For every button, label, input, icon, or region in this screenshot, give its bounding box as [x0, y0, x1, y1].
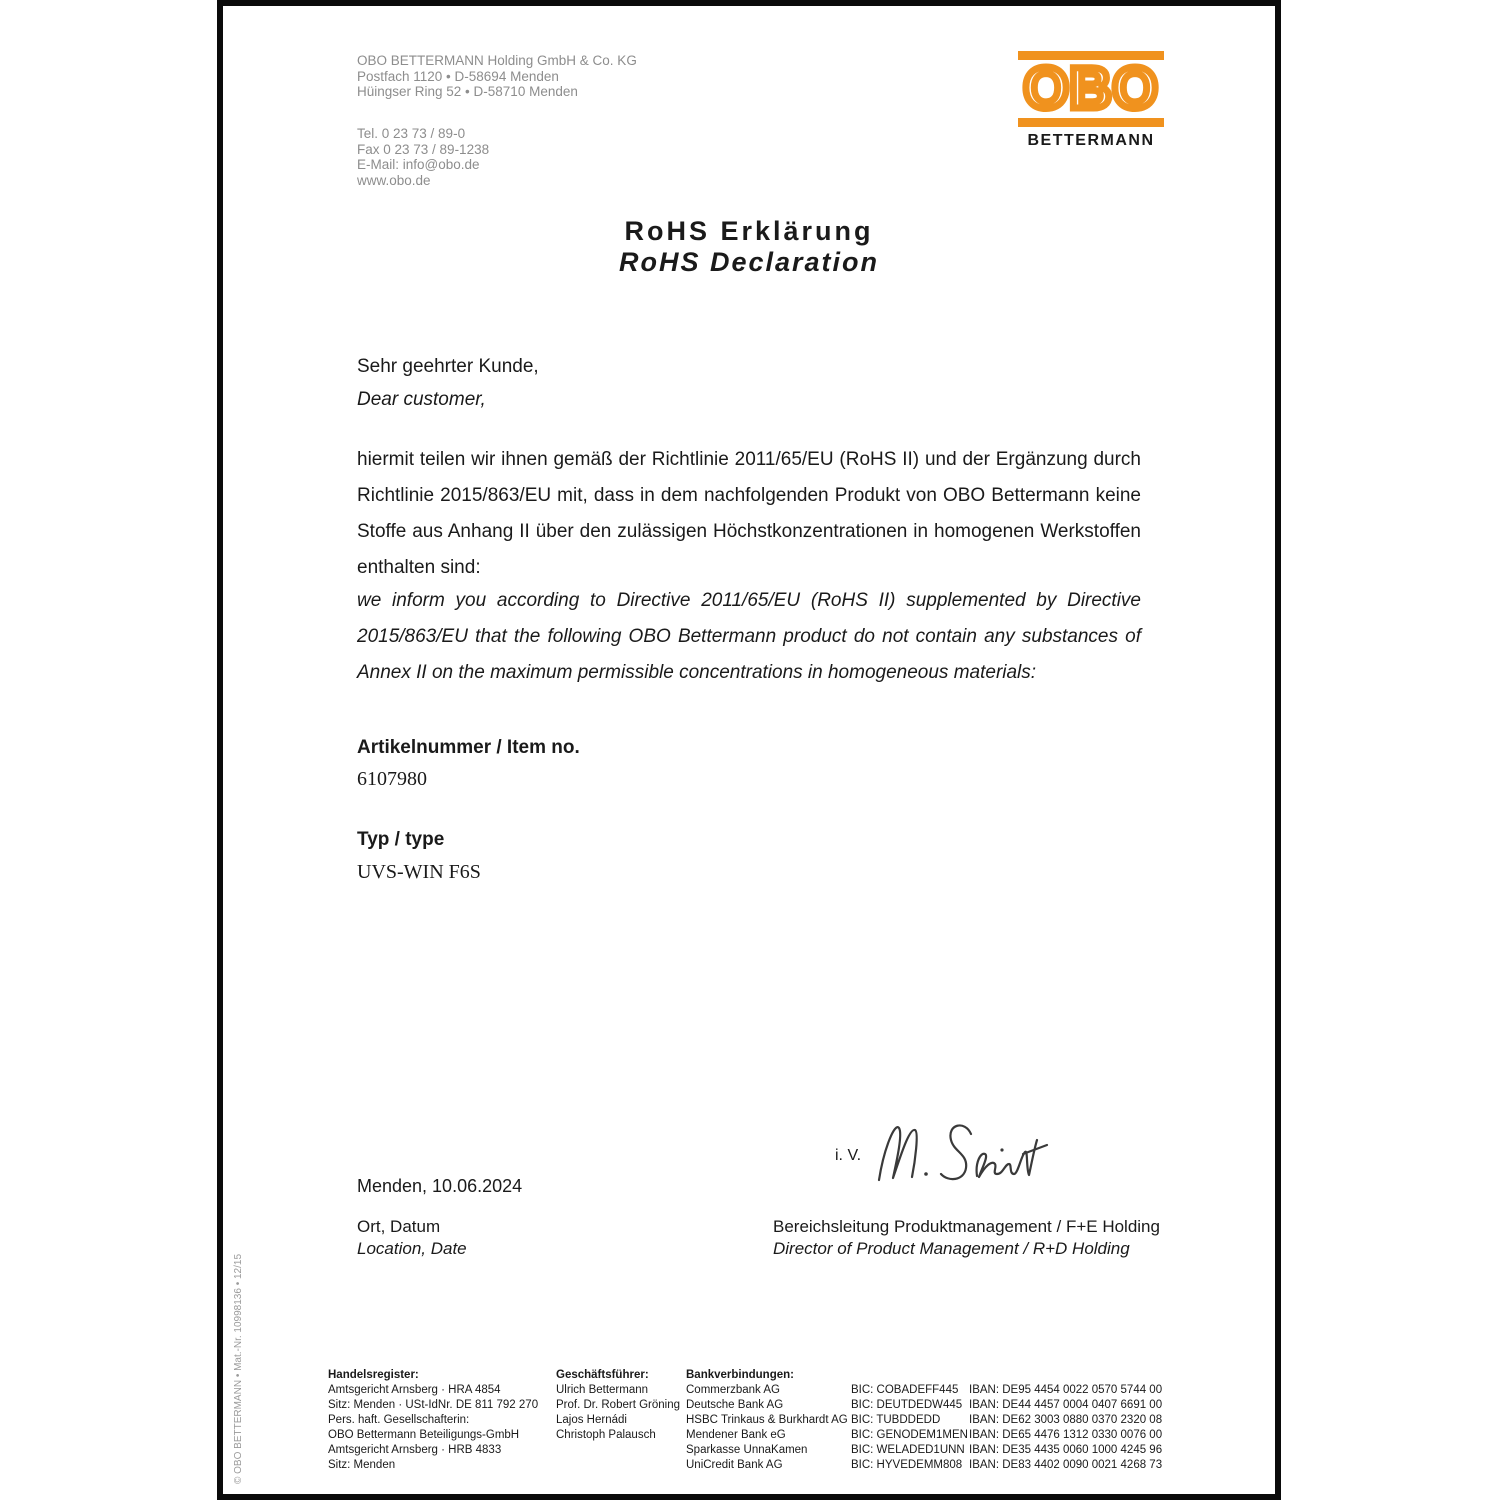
signature-dot	[924, 1172, 928, 1176]
type-value: UVS-WIN F6S	[357, 861, 481, 883]
place-and-date: Menden, 10.06.2024	[357, 1176, 523, 1196]
footer-management-line: Prof. Dr. Robert Gröning	[556, 1399, 680, 1411]
document-page	[217, 0, 1281, 1500]
footer-bic: BIC: DEUTDEDW445	[851, 1399, 963, 1411]
footer-register-line: Amtsgericht Arnsberg · HRB 4833	[328, 1444, 502, 1456]
signer-role-german: Bereichsleitung Produktmanagement / F+E Holding	[773, 1217, 1160, 1236]
footer-management-line: Lajos Hernádi	[556, 1414, 627, 1426]
fax-line: Fax 0 23 73 / 89-1238	[357, 141, 490, 157]
footer-iban: IBAN: DE65 4476 1312 0330 0076 00	[969, 1429, 1163, 1441]
footer-management-column	[556, 1368, 680, 1443]
signature-stroke-chmidt	[977, 1140, 1037, 1177]
location-date-label-english: Location, Date	[357, 1239, 467, 1258]
body-paragraph-german: hiermit teilen wir ihnen gemäß der Richtlinie 2011/65/EU (RoHS II) und der Ergänzung durch Richtlinie 2015/863/EU mit, dass in dem nachfolgenden Produkt von OBO Bettermann keine Stoffe aus Anhang II über den zulässigen Höchstkonzentrationen in homogenen Werkstoffen enthalten sind:	[357, 449, 1141, 578]
sender-line: Postfach 1120 • D-58694 Menden	[357, 68, 559, 84]
footer-register-line: Sitz: Menden	[328, 1459, 396, 1471]
footer-iban: IBAN: DE95 4454 0022 0570 5744 00	[969, 1384, 1163, 1396]
footer-register-line: Pers. haft. Gesellschafterin:	[328, 1414, 470, 1426]
footer-bic: BIC: COBADEFF445	[851, 1384, 959, 1396]
footer-bic: BIC: WELADED1UNN	[851, 1444, 965, 1456]
sender-contact-block	[357, 126, 489, 188]
footer-iban: IBAN: DE35 4435 0060 1000 4245 96	[969, 1444, 1163, 1456]
footer-bank-name: Sparkasse UnnaKamen	[686, 1444, 808, 1456]
document-title-german: RoHS Erklärung	[624, 216, 874, 246]
footer-register-heading: Handelsregister:	[328, 1369, 419, 1381]
signature-stroke-s	[941, 1125, 971, 1179]
footer-register-column	[328, 1368, 538, 1473]
signature-i-dot	[1000, 1148, 1003, 1151]
salutation-german: Sehr geehrter Kunde,	[357, 356, 539, 377]
footer-bic-column	[851, 1383, 968, 1473]
footer-banks-column	[686, 1368, 848, 1473]
logo-obo-lettering	[1018, 60, 1164, 118]
footer-iban-column	[969, 1383, 1162, 1473]
logo-obo-text: OBO	[1023, 60, 1159, 118]
footer-management-line: Ulrich Bettermann	[556, 1384, 649, 1396]
footer-register-line: Sitz: Menden · USt-IdNr. DE 811 792 270	[328, 1399, 539, 1411]
website-line: www.obo.de	[357, 172, 431, 188]
side-material-number-note: © OBO BETTERMANN • Mat.-Nr. 10998136 • 12/15	[233, 1253, 244, 1484]
footer-bic: BIC: GENODEM1MEN	[851, 1429, 968, 1441]
logo-bottom-bar-shape	[1018, 118, 1164, 127]
footer-bank-name: HSBC Trinkaus & Burkhardt AG	[686, 1414, 848, 1426]
document-title-english: RoHS Declaration	[618, 247, 880, 277]
footer-iban: IBAN: DE44 4457 0004 0407 6691 00	[969, 1399, 1163, 1411]
footer-banks-heading: Bankverbindungen:	[686, 1369, 794, 1381]
footer-management-heading: Geschäftsführer:	[556, 1369, 649, 1381]
footer-bank-name: Mendener Bank eG	[686, 1429, 786, 1441]
handwritten-signature	[871, 1114, 1056, 1199]
sender-address-block	[357, 53, 637, 100]
item-number-label: Artikelnummer / Item no.	[357, 737, 580, 758]
logo-bettermann-text: BETTERMANN	[1027, 132, 1155, 149]
sender-line: Hüingser Ring 52 • D-58710 Menden	[357, 84, 578, 99]
location-date-label-german: Ort, Datum	[357, 1217, 441, 1236]
type-label: Typ / type	[357, 829, 445, 850]
phone-line: Tel. 0 23 73 / 89-0	[357, 126, 466, 141]
obo-logo	[1018, 51, 1164, 150]
footer-bank-name: Deutsche Bank AG	[686, 1399, 784, 1411]
footer-iban: IBAN: DE83 4402 0090 0021 4268 73	[969, 1459, 1163, 1471]
footer-bank-name: UniCredit Bank AG	[686, 1459, 783, 1471]
signature-stroke-m	[879, 1127, 917, 1180]
salutation-english: Dear customer,	[357, 389, 486, 410]
item-number-value: 6107980	[357, 768, 427, 790]
email-line: E-Mail: info@obo.de	[357, 157, 480, 172]
signature-prefix: i. V.	[835, 1147, 862, 1164]
logo-top-bar-shape	[1018, 51, 1164, 60]
footer-register-line: Amtsgericht Arnsberg · HRA 4854	[328, 1384, 501, 1396]
footer-register-line: OBO Bettermann Beteiligungs-GmbH	[328, 1429, 520, 1441]
signer-role-english: Director of Product Management / R+D Holding	[773, 1239, 1130, 1258]
footer-bic: BIC: TUBDDEDD	[851, 1414, 941, 1426]
footer-iban: IBAN: DE62 3003 0880 0370 2320 08	[969, 1414, 1163, 1426]
footer-bic: BIC: HYVEDEMM808	[851, 1459, 963, 1471]
footer-management-line: Christoph Palausch	[556, 1429, 656, 1441]
footer-bank-name: Commerzbank AG	[686, 1384, 780, 1396]
body-paragraph-english: we inform you according to Directive 2011/65/EU (RoHS II) supplemented by Directive 2015/863/EU that the following OBO Bettermann product do not contain any substances of Annex II on the maximum permissible concentrations in homogeneous materials:	[357, 590, 1141, 683]
sender-line: OBO BETTERMANN Holding GmbH & Co. KG	[357, 53, 637, 68]
